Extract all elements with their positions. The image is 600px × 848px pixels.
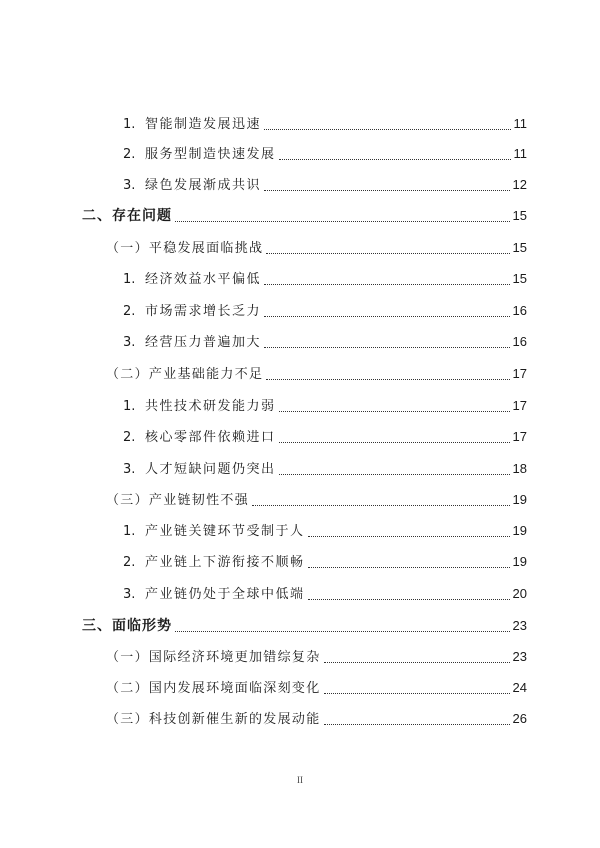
toc-entry-number: 2. (123, 147, 136, 162)
toc-entry-title: 共性技术研发能力弱 (145, 399, 276, 414)
toc-entry-title: 二、存在问题 (82, 208, 172, 224)
toc-entry-number: 3. (123, 335, 136, 350)
toc-entry-title: （二）产业基础能力不足 (106, 367, 264, 382)
dot-leader (264, 190, 510, 191)
toc-chapter-entry[interactable] (82, 206, 527, 226)
page-footer-number: II (297, 775, 303, 785)
toc-entry-page: 16 (512, 334, 527, 349)
toc-entry-number: 1. (123, 524, 136, 539)
toc-entry-title: （三）科技创新催生新的发展动能 (106, 712, 321, 727)
dot-leader (264, 284, 510, 285)
toc-entry[interactable] (123, 521, 527, 541)
dot-leader (252, 505, 510, 506)
toc-entry-number: 1. (123, 117, 136, 132)
toc-entry[interactable] (123, 301, 527, 321)
toc-entry-page: 20 (512, 586, 527, 601)
toc-section-entry[interactable] (106, 490, 527, 510)
toc-entry-number: 2. (123, 430, 136, 445)
dot-leader (266, 253, 509, 254)
toc-entry-title: 产业链关键环节受制于人 (145, 524, 305, 539)
toc-entry[interactable] (123, 552, 527, 572)
toc-section-entry[interactable] (106, 647, 527, 667)
dot-leader (175, 631, 510, 632)
toc-entry-page: 19 (512, 554, 527, 569)
toc-entry-title: （二）国内发展环境面临深刻变化 (106, 681, 321, 696)
toc-entry[interactable] (123, 427, 527, 447)
toc-entry-number: 3. (123, 462, 136, 477)
toc-entry-page: 18 (512, 461, 527, 476)
toc-entry-title: 绿色发展渐成共识 (145, 178, 262, 193)
toc-entry-page: 15 (512, 240, 527, 255)
dot-leader (279, 442, 510, 443)
toc-entry-number: 1. (123, 272, 136, 287)
toc-entry-page: 23 (512, 649, 527, 664)
toc-section-entry[interactable] (106, 678, 527, 698)
toc-entry[interactable] (123, 459, 527, 479)
toc-entry-page: 15 (512, 208, 527, 223)
toc-entry[interactable] (123, 269, 527, 289)
toc-entry-page: 23 (512, 618, 527, 633)
dot-leader (264, 129, 510, 130)
dot-leader (279, 474, 510, 475)
toc-entry-page: 19 (512, 523, 527, 538)
toc-entry[interactable] (123, 396, 527, 416)
dot-leader (264, 316, 510, 317)
toc-entry-number: 3. (123, 178, 136, 193)
toc-entry-title: （三）产业链韧性不强 (106, 493, 250, 508)
toc-entry-title: 产业链仍处于全球中低端 (145, 587, 305, 602)
toc-entry-title: 智能制造发展迅速 (145, 117, 262, 132)
toc-entry-page: 19 (512, 492, 527, 507)
toc-entry-title: 人才短缺问题仍突出 (145, 462, 276, 477)
toc-section-entry[interactable] (106, 709, 527, 729)
toc-entry[interactable] (123, 175, 527, 195)
toc-entry-title: 市场需求增长乏力 (145, 304, 262, 319)
dot-leader (279, 411, 510, 412)
toc-entry-page: 17 (512, 429, 527, 444)
toc-entry[interactable] (123, 114, 527, 134)
toc-entry-title: 服务型制造快速发展 (145, 147, 276, 162)
toc-section-entry[interactable] (106, 364, 527, 384)
dot-leader (264, 347, 510, 348)
toc-entry-title: 经济效益水平偏低 (145, 272, 262, 287)
toc-entry-title: 经营压力普遍加大 (145, 335, 262, 350)
toc-entry-number: 2. (123, 555, 136, 570)
dot-leader (308, 567, 510, 568)
dot-leader (266, 379, 509, 380)
toc-entry-page: 17 (512, 398, 527, 413)
toc-entry-title: （一）国际经济环境更加错综复杂 (106, 650, 321, 665)
toc-entry-page: 11 (513, 146, 527, 161)
toc-entry-page: 12 (512, 177, 527, 192)
dot-leader (324, 662, 510, 663)
toc-entry-title: 核心零部件依赖进口 (145, 430, 276, 445)
toc-entry-page: 26 (512, 711, 527, 726)
toc-entry[interactable] (123, 144, 527, 164)
toc-section-entry[interactable] (106, 238, 527, 258)
dot-leader (324, 724, 510, 725)
dot-leader (308, 536, 510, 537)
toc-entry-title: 三、面临形势 (82, 618, 172, 634)
dot-leader (279, 159, 511, 160)
toc-entry-page: 24 (512, 680, 527, 695)
toc-entry[interactable] (123, 584, 527, 604)
toc-chapter-entry[interactable] (82, 616, 527, 636)
toc-entry-number: 3. (123, 587, 136, 602)
toc-entry-title: （一）平稳发展面临挑战 (106, 241, 264, 256)
toc-entry-number: 1. (123, 399, 136, 414)
toc-entry-title: 产业链上下游衔接不顺畅 (145, 555, 305, 570)
dot-leader (324, 693, 510, 694)
toc-entry-page: 16 (512, 303, 527, 318)
toc-entry-number: 2. (123, 304, 136, 319)
toc-entry-page: 17 (512, 366, 527, 381)
toc-entry-page: 15 (512, 271, 527, 286)
toc-entry[interactable] (123, 332, 527, 352)
toc-entry-page: 11 (513, 116, 527, 131)
dot-leader (308, 599, 510, 600)
dot-leader (175, 221, 510, 222)
